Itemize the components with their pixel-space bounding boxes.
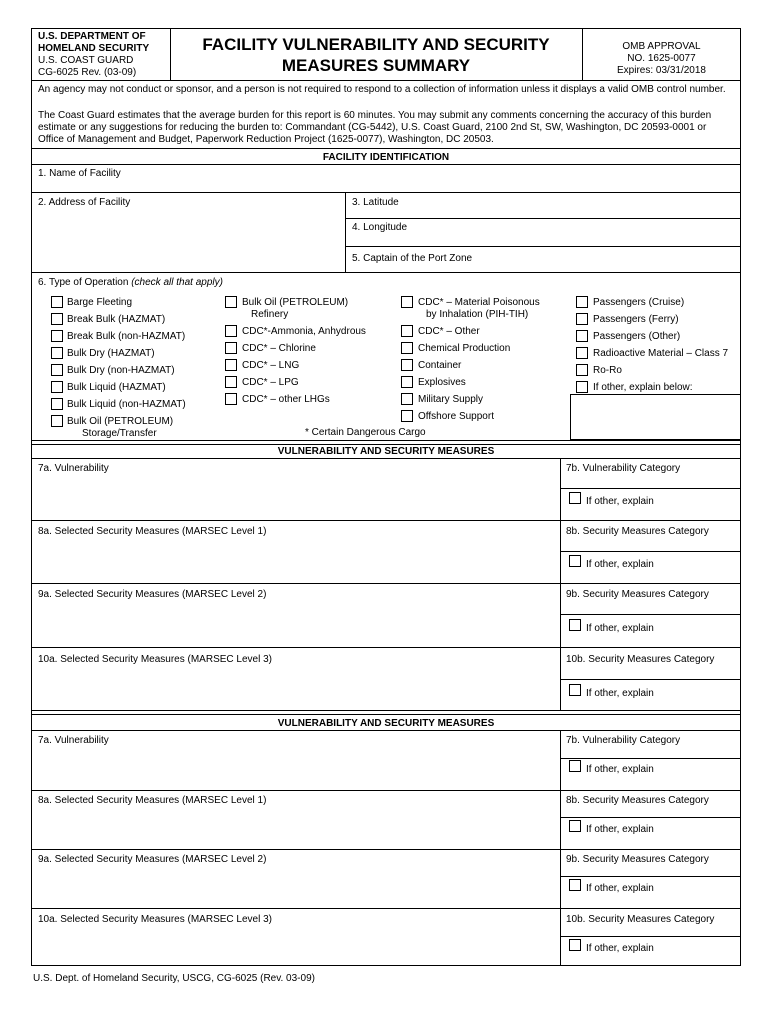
row7-2-bottom — [31, 790, 741, 791]
marsec3-category-label: 10b. Security Measures Category — [566, 654, 715, 665]
captain-of-port-field[interactable] — [346, 265, 740, 272]
ro-ro-checkbox[interactable] — [576, 364, 588, 376]
measures-section2-title: VULNERABILITY AND SECURITY MEASURES — [277, 718, 495, 729]
marsec2-2-other-checkbox[interactable] — [569, 879, 581, 891]
offshore-support-checkbox[interactable] — [401, 410, 413, 422]
military-supply-checkbox[interactable] — [401, 393, 413, 405]
marsec3-other-checkbox[interactable] — [569, 684, 581, 696]
measures-section2-divider — [560, 730, 561, 966]
passengers-cruise-label: Passengers (Cruise) — [593, 297, 685, 308]
passengers-other-label: Passengers (Other) — [593, 331, 681, 342]
marsec2-2-category-underline — [560, 876, 741, 877]
measures-section1-divider — [560, 458, 561, 710]
form-number: CG-6025 Rev. (03-09) — [38, 67, 137, 78]
offshore-support-label: Offshore Support — [418, 411, 494, 422]
cdc-lng-label: CDC* – LNG — [242, 360, 300, 371]
measures-section1-title-bottom — [31, 458, 741, 459]
cdc-pih-tih-label-line2: by Inhalation (PIH-TIH) — [426, 309, 529, 320]
row8-2-bottom — [31, 849, 741, 850]
marsec2-category-label: 9b. Security Measures Category — [566, 589, 709, 600]
bulk-oil-refinery-checkbox[interactable] — [225, 296, 237, 308]
cdc-other-lhgs-checkbox[interactable] — [225, 393, 237, 405]
longitude-bottom — [345, 246, 741, 247]
cdc-chlorine-checkbox[interactable] — [225, 342, 237, 354]
form-title-line1: FACILITY VULNERABILITY AND SECURITY — [202, 35, 550, 54]
burden-statement-line2: estimate or any suggestions for reducing the burden to: Commandant (CG-5442), U.S. Coast Guard, 2100 2nd St, SW, Washington, DC 20593-0001 or — [38, 122, 707, 133]
vulnerability-category-2-label: 7b. Vulnerability Category — [566, 735, 681, 746]
bulk-oil-refinery-label-line2: Refinery — [251, 309, 289, 320]
name-of-facility-field[interactable] — [32, 180, 740, 192]
cdc-chlorine-label: CDC* – Chlorine — [242, 343, 316, 354]
agency-line1: U.S. DEPARTMENT OF — [38, 31, 146, 42]
passengers-other-checkbox[interactable] — [576, 330, 588, 342]
bulk-liquid-non-hazmat-checkbox[interactable] — [51, 398, 63, 410]
agency-line3: U.S. COAST GUARD — [38, 55, 134, 66]
row10-bottom — [31, 710, 741, 711]
bulk-oil-storage-checkbox[interactable] — [51, 415, 63, 427]
vulnerability-2-field[interactable] — [32, 748, 559, 790]
measures-section1-top-double — [31, 444, 741, 445]
vulnerability-other-label: If other, explain — [586, 496, 654, 507]
passengers-ferry-label: Passengers (Ferry) — [593, 314, 679, 325]
cdc-lng-checkbox[interactable] — [225, 359, 237, 371]
marsec2-other-checkbox[interactable] — [569, 619, 581, 631]
marsec3-2-other-label: If other, explain — [586, 943, 654, 954]
marsec1-2-category-label: 8b. Security Measures Category — [566, 795, 709, 806]
omb-number: NO. 1625-0077 — [627, 53, 696, 64]
passengers-cruise-checkbox[interactable] — [576, 296, 588, 308]
address-divider — [345, 192, 346, 273]
operation-type-hint: (check all that apply) — [131, 277, 223, 288]
address-row-bottom — [31, 272, 741, 273]
chemical-production-label: Chemical Production — [418, 343, 511, 354]
facility-section-top — [31, 148, 741, 149]
vulnerability-2-other-label: If other, explain — [586, 764, 654, 775]
marsec2-other-label: If other, explain — [586, 623, 654, 634]
marsec3-2-category-label: 10b. Security Measures Category — [566, 914, 715, 925]
marsec3-measures-label: 10a. Selected Security Measures (MARSEC Level 3) — [38, 654, 272, 665]
facility-section-title: FACILITY IDENTIFICATION — [322, 152, 450, 163]
vulnerability-label: 7a. Vulnerability — [38, 463, 109, 474]
passengers-ferry-checkbox[interactable] — [576, 313, 588, 325]
marsec1-2-other-label: If other, explain — [586, 824, 654, 835]
marsec3-2-measures-field[interactable] — [32, 927, 559, 965]
vulnerability-2-other-checkbox[interactable] — [569, 760, 581, 772]
vulnerability-other-checkbox[interactable] — [569, 492, 581, 504]
name-of-facility-label: 1. Name of Facility — [38, 168, 121, 179]
break-bulk-hazmat-checkbox[interactable] — [51, 313, 63, 325]
other-operation-explain-field[interactable] — [570, 394, 741, 440]
break-bulk-hazmat-label: Break Bulk (HAZMAT) — [67, 314, 166, 325]
radioactive-material-label: Radioactive Material – Class 7 — [593, 348, 729, 359]
bulk-oil-storage-label-line2: Storage/Transfer — [82, 428, 157, 439]
radioactive-material-checkbox[interactable] — [576, 347, 588, 359]
measures-section2-top — [31, 714, 741, 715]
bulk-oil-refinery-label: Bulk Oil (PETROLEUM) — [242, 297, 349, 308]
row8-bottom — [31, 583, 741, 584]
bulk-oil-storage-label: Bulk Oil (PETROLEUM) — [67, 416, 174, 427]
omb-notice: An agency may not conduct or sponsor, and a person is not required to respond to a collection of information unless it displays a valid OMB control number. — [38, 84, 726, 95]
omb-approval: OMB APPROVAL — [622, 41, 701, 52]
measures-section1-title: VULNERABILITY AND SECURITY MEASURES — [277, 446, 495, 457]
header-bottom-line — [31, 80, 741, 81]
longitude-field[interactable] — [346, 234, 740, 246]
marsec1-2-measures-field[interactable] — [32, 808, 559, 849]
measures-section2-title-bottom — [31, 730, 741, 731]
chemical-production-checkbox[interactable] — [401, 342, 413, 354]
vulnerability-category-label: 7b. Vulnerability Category — [566, 463, 681, 474]
burden-statement-line1: The Coast Guard estimates that the average burden for this report is 60 minutes. You may submit any comments concerning the accuracy of this burden — [38, 110, 712, 121]
marsec2-2-measures-label: 9a. Selected Security Measures (MARSEC Level 2) — [38, 854, 267, 865]
marsec2-measures-label: 9a. Selected Security Measures (MARSEC Level 2) — [38, 589, 267, 600]
vulnerability-field[interactable] — [32, 476, 559, 520]
marsec1-other-label: If other, explain — [586, 559, 654, 570]
marsec3-measures-field[interactable] — [32, 667, 559, 710]
container-checkbox[interactable] — [401, 359, 413, 371]
cdc-lpg-checkbox[interactable] — [225, 376, 237, 388]
bulk-dry-non-hazmat-checkbox[interactable] — [51, 364, 63, 376]
explosives-label: Explosives — [418, 377, 466, 388]
marsec2-measures-field[interactable] — [32, 602, 559, 646]
other-operation-checkbox[interactable] — [576, 381, 588, 393]
bulk-liquid-hazmat-label: Bulk Liquid (HAZMAT) — [67, 382, 166, 393]
address-of-facility-field[interactable] — [32, 210, 344, 272]
latitude-field[interactable] — [346, 209, 740, 218]
vulnerability-category-2-underline — [560, 758, 741, 759]
marsec1-other-checkbox[interactable] — [569, 555, 581, 567]
bulk-dry-hazmat-checkbox[interactable] — [51, 347, 63, 359]
longitude-label: 4. Longitude — [352, 222, 408, 233]
measures-section1-top — [31, 440, 741, 441]
container-label: Container — [418, 360, 462, 371]
bulk-dry-non-hazmat-label: Bulk Dry (non-HAZMAT) — [67, 365, 175, 376]
cdc-other-lhgs-label: CDC* – other LHGs — [242, 394, 330, 405]
cdc-other-label: CDC* – Other — [418, 326, 480, 337]
cdc-other-checkbox[interactable] — [401, 325, 413, 337]
marsec2-2-other-label: If other, explain — [586, 883, 654, 894]
facility-title-bottom — [31, 164, 741, 165]
marsec1-category-underline — [560, 551, 741, 552]
marsec1-2-measures-label: 8a. Selected Security Measures (MARSEC Level 1) — [38, 795, 267, 806]
name-row-bottom — [31, 192, 741, 193]
ro-ro-label: Ro-Ro — [593, 365, 622, 376]
bulk-dry-hazmat-label: Bulk Dry (HAZMAT) — [67, 348, 155, 359]
marsec1-2-category-underline — [560, 817, 741, 818]
cdc-footnote: * Certain Dangerous Cargo — [305, 427, 426, 438]
marsec3-2-category-underline — [560, 936, 741, 937]
agency-line2: HOMELAND SECURITY — [38, 43, 150, 54]
barge-fleeting-checkbox[interactable] — [51, 296, 63, 308]
marsec1-category-label: 8b. Security Measures Category — [566, 526, 709, 537]
marsec3-2-other-checkbox[interactable] — [569, 939, 581, 951]
captain-of-port-label: 5. Captain of the Port Zone — [352, 253, 473, 264]
cdc-lpg-label: CDC* – LPG — [242, 377, 299, 388]
cdc-pih-tih-checkbox[interactable] — [401, 296, 413, 308]
marsec1-measures-label: 8a. Selected Security Measures (MARSEC Level 1) — [38, 526, 267, 537]
row9-2-bottom — [31, 908, 741, 909]
break-bulk-non-hazmat-checkbox[interactable] — [51, 330, 63, 342]
break-bulk-non-hazmat-label: Break Bulk (non-HAZMAT) — [67, 331, 186, 342]
barge-fleeting-label: Barge Fleeting — [67, 297, 133, 308]
marsec2-category-underline — [560, 614, 741, 615]
cdc-pih-tih-label: CDC* – Material Poisonous — [418, 297, 540, 308]
vulnerability-category-underline — [560, 488, 741, 489]
other-operation-label: If other, explain below: — [593, 382, 693, 393]
cdc-ammonia-label: CDC*-Ammonia, Anhydrous — [242, 326, 366, 337]
row9-bottom — [31, 647, 741, 648]
marsec1-measures-field[interactable] — [32, 539, 559, 583]
explosives-checkbox[interactable] — [401, 376, 413, 388]
latitude-bottom — [345, 218, 741, 219]
marsec1-2-other-checkbox[interactable] — [569, 820, 581, 832]
footer-form-id: U.S. Dept. of Homeland Security, USCG, CG-6025 (Rev. 03-09) — [33, 973, 315, 984]
marsec2-2-category-label: 9b. Security Measures Category — [566, 854, 709, 865]
operation-type-label — [38, 277, 223, 289]
burden-statement-line3: Office of Management and Budget, Paperwork Reduction Project (1625-0077), Washington, DC 20503. — [38, 134, 494, 145]
address-of-facility-label: 2. Address of Facility — [38, 197, 131, 208]
military-supply-label: Military Supply — [418, 394, 484, 405]
bulk-liquid-hazmat-checkbox[interactable] — [51, 381, 63, 393]
marsec3-category-underline — [560, 679, 741, 680]
marsec2-2-measures-field[interactable] — [32, 867, 559, 908]
marsec3-other-label: If other, explain — [586, 688, 654, 699]
row7-bottom — [31, 520, 741, 521]
vulnerability-2-label: 7a. Vulnerability — [38, 735, 109, 746]
latitude-label: 3. Latitude — [352, 197, 399, 208]
omb-expires: Expires: 03/31/2018 — [617, 65, 706, 76]
marsec3-2-measures-label: 10a. Selected Security Measures (MARSEC Level 3) — [38, 914, 272, 925]
form-title-line2: MEASURES SUMMARY — [281, 56, 471, 75]
bulk-liquid-non-hazmat-label: Bulk Liquid (non-HAZMAT) — [67, 399, 186, 410]
cdc-ammonia-checkbox[interactable] — [225, 325, 237, 337]
operation-type-title: 6. Type of Operation — [38, 277, 129, 288]
